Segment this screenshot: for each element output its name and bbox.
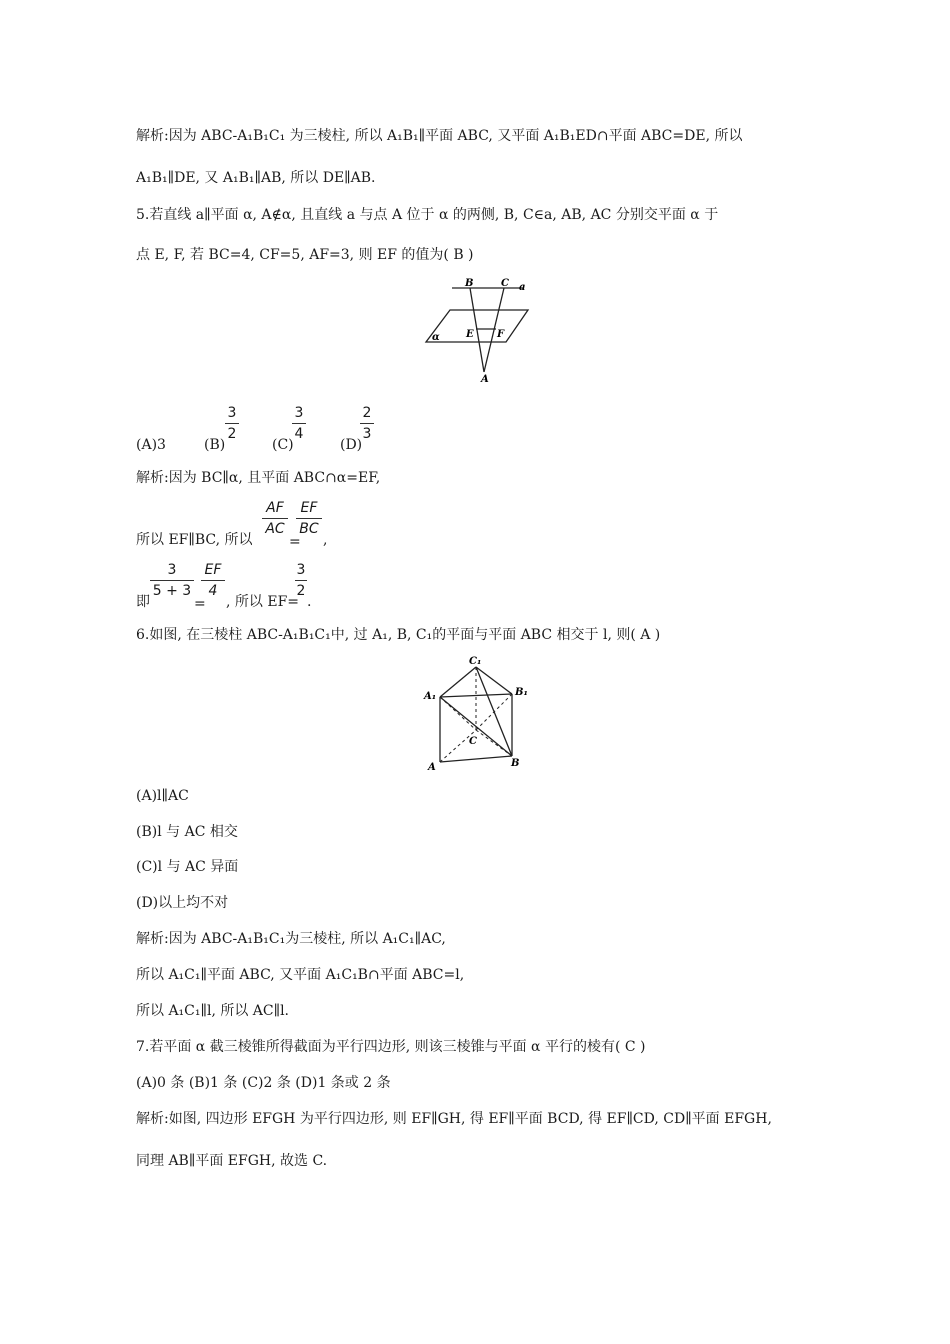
q7-options: (A)0 条 (B)1 条 (C)2 条 (D)1 条或 2 条: [136, 1075, 391, 1091]
q5-option-d-fraction: 2 3: [360, 404, 374, 443]
edge-cb1-hidden: [476, 694, 512, 730]
q6-solution-line-3: 所以 A₁C₁∥l, 所以 AC∥l.: [136, 1003, 290, 1019]
label-a: A: [428, 762, 436, 773]
q6-solution-line-2: 所以 A₁C₁∥平面 ABC, 又平面 A₁C₁B∩平面 ABC=l,: [136, 967, 465, 983]
edge-a1c-hidden: [440, 697, 476, 730]
q5-figure: [420, 274, 540, 386]
q5-option-a: (A)3: [136, 437, 166, 453]
q6-solution-line-1: 解析:因为 ABC-A₁B₁C₁为三棱柱, 所以 A₁C₁∥AC,: [136, 931, 446, 947]
q5-question-line-1: 5.若直线 a∥平面 α, A∉α, 且直线 a 与点 A 位于 α 的两侧, B, C∈a, AB, AC 分别交平面 α 于: [136, 207, 719, 223]
q5-option-c-fraction: 3 4: [292, 404, 306, 443]
q5-solution-line-3-ji: 即: [136, 594, 150, 610]
fraction-3-over-5-plus-3: 3 5 + 3: [150, 561, 194, 600]
fraction-answer-3-over-2: 3 2: [296, 562, 306, 599]
edge-a1b1: [440, 694, 512, 697]
label-e: E: [466, 329, 474, 340]
q5-option-b-label: (B): [204, 437, 226, 453]
q7-solution-line-2: 同理 AB∥平面 EFGH, 故选 C.: [136, 1153, 328, 1169]
equals-sign-2: =: [194, 596, 206, 612]
label-c: C: [469, 736, 477, 747]
q6-option-a: (A)l∥AC: [136, 788, 189, 804]
q6-prism-figure: [422, 652, 538, 774]
label-alpha: α: [432, 332, 440, 343]
edge-ab: [440, 756, 512, 762]
fraction-ef-over-4: EF 4: [201, 561, 225, 600]
q5-option-b-fraction: 3 2: [225, 404, 239, 443]
q5-solution-line-2-comma: ,: [323, 532, 328, 548]
q5-solution-line-2-text: 所以 EF∥BC, 所以: [136, 532, 253, 548]
q5-option-c-label: (C): [272, 437, 294, 453]
label-a: A: [481, 374, 489, 385]
label-a1: A₁: [424, 691, 437, 702]
q5-solution-line-3-text: , 所以 EF=: [226, 594, 300, 610]
q5-solution-line-3-period: .: [307, 594, 312, 610]
q5-question-line-2: 点 E, F, 若 BC=4, CF=5, AF=3, 则 EF 的值为( B ): [136, 247, 474, 263]
label-c1: C₁: [469, 656, 482, 667]
label-b: B: [511, 758, 520, 769]
fraction-ef-bc: EF BC: [296, 499, 322, 538]
q5-option-d-label: (D): [340, 437, 363, 453]
fraction-af-ac: AF AC: [262, 499, 288, 538]
equals-sign-1: =: [289, 534, 301, 550]
q4-solution-line-1: 解析:因为 ABC-A₁B₁C₁ 为三棱柱, 所以 A₁B₁∥平面 ABC, 又平面 A₁B₁ED∩平面 ABC=DE, 所以: [136, 128, 743, 144]
edge-a1c1: [440, 667, 476, 697]
q7-solution-line-1: 解析:如图, 四边形 EFGH 为平行四边形, 则 EF∥GH, 得 EF∥平面 BCD, 得 EF∥CD, CD∥平面 EFGH,: [136, 1111, 772, 1127]
label-f: F: [497, 329, 505, 340]
q4-solution-line-2: A₁B₁∥DE, 又 A₁B₁∥AB, 所以 DE∥AB.: [136, 170, 376, 186]
q5-solution-line-1: 解析:因为 BC∥α, 且平面 ABC∩α=EF,: [136, 470, 381, 486]
label-line-a: a: [519, 282, 526, 293]
q6-option-d: (D)以上均不对: [136, 895, 229, 911]
plane-alpha: [426, 310, 528, 342]
q6-option-b: (B)l 与 AC 相交: [136, 824, 238, 840]
label-c: C: [501, 278, 509, 289]
q6-option-c: (C)l 与 AC 异面: [136, 859, 239, 875]
label-b1: B₁: [515, 687, 528, 698]
q6-question: 6.如图, 在三棱柱 ABC-A₁B₁C₁中, 过 A₁, B, C₁的平面与平面 ABC 相交于 l, 则( A ): [136, 627, 661, 643]
label-b: B: [465, 278, 474, 289]
q7-question: 7.若平面 α 截三棱锥所得截面为平行四边形, 则该三棱锥与平面 α 平行的棱有( C ): [136, 1039, 646, 1055]
